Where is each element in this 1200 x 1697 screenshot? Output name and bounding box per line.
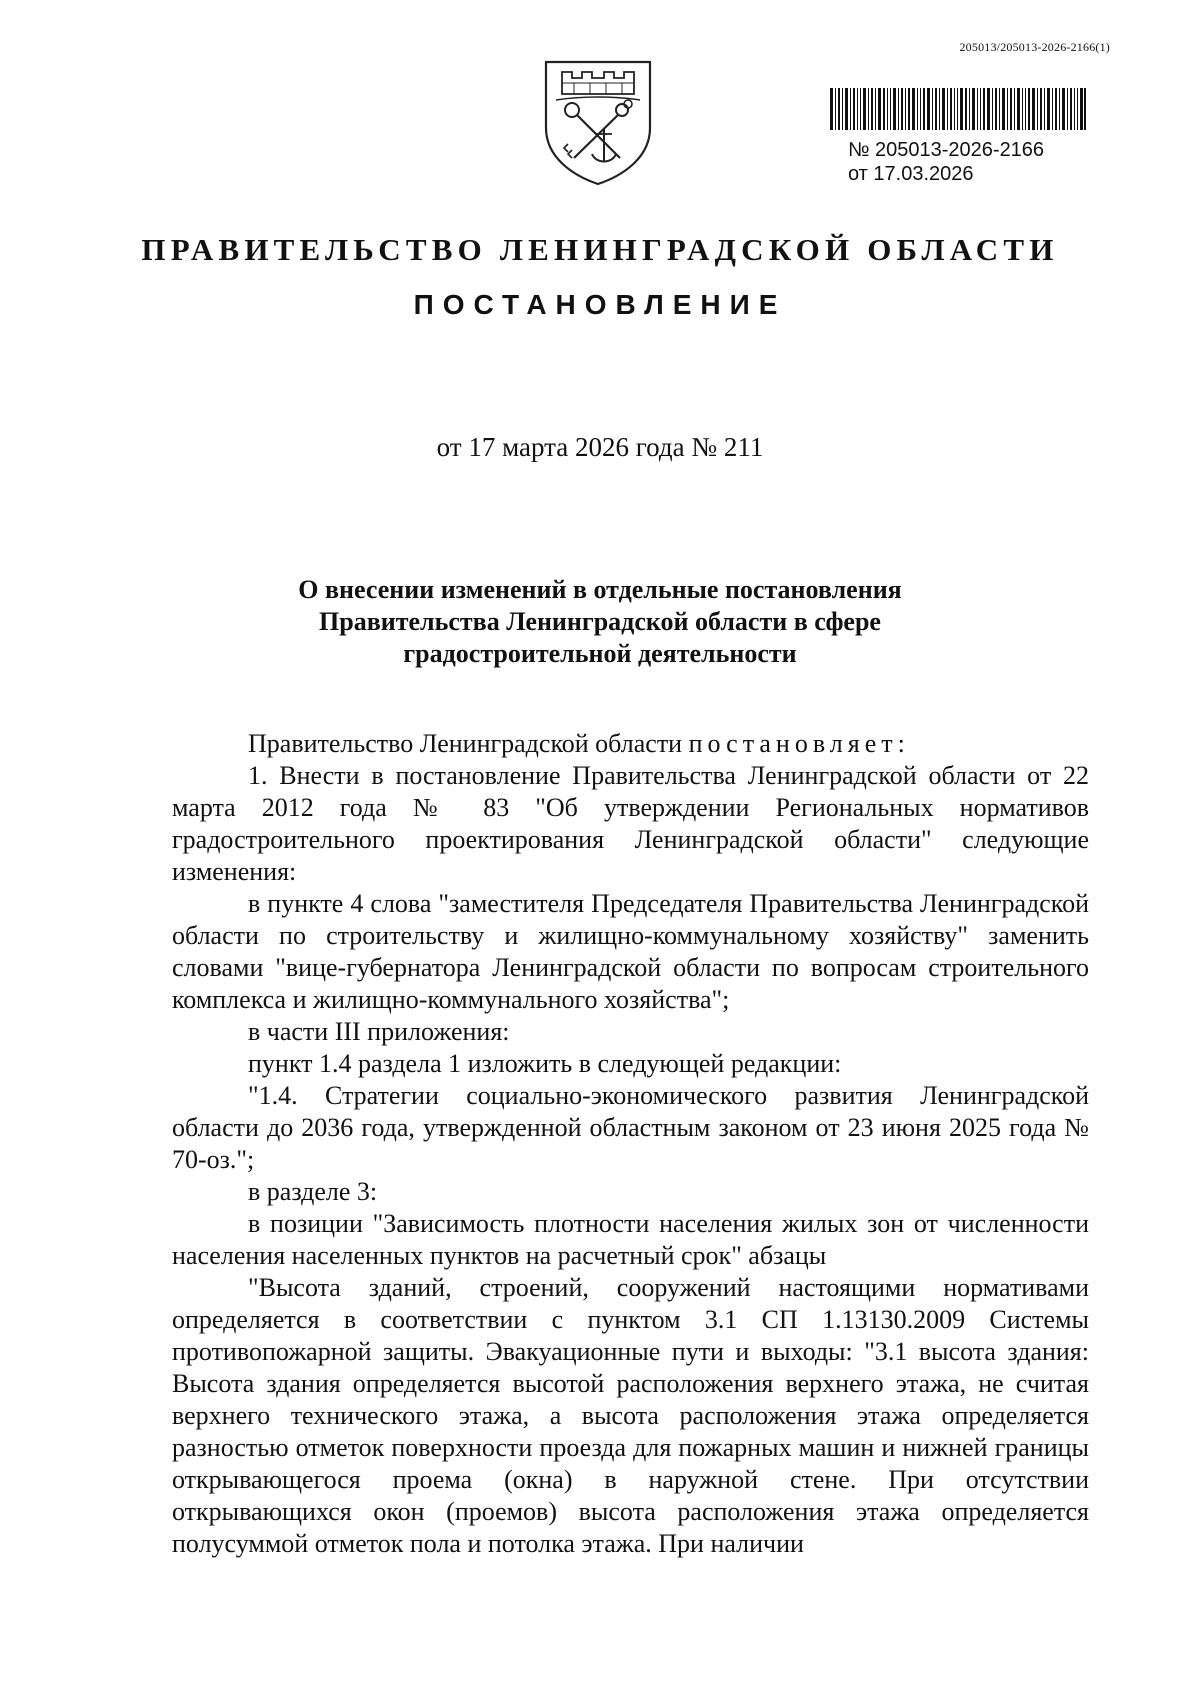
registration-stamp — [830, 88, 1090, 186]
intro-paragraph — [172, 728, 1089, 760]
body-paragraph-8: "Высота зданий, строений, сооружений настоящими нормативами определяется в соответствии с пунктом 3.1 СП 1.13130.2009 Системы противопожарной защиты. Эвакуационные пути и выходы: "3.1 высота здания: Высота здания определяется высотой расположения верхнего этажа, не считая верхнего технического этажа, а высота расположения этажа определяется разностью отметок поверхности проезда для пожарных машин и нижней границы открывающегося проема (окна) в наружной стене. При отсутствии открывающихся окон (проемов) высота расположения этажа определяется полусуммой отметок пола и потолка этажа. При наличии — [172, 1273, 1089, 1558]
body-paragraph-4: пункт 1.4 раздела 1 изложить в следующей редакции: — [248, 1049, 842, 1078]
registration-date: от 17.03.2026 — [848, 163, 974, 185]
body-paragraph-3: в части III приложения: — [248, 1017, 510, 1046]
document-type: ПОСТАНОВЛЕНИЕ — [413, 289, 787, 320]
subject-line: градостроительной деятельности — [403, 639, 797, 668]
intro-lead: Правительство Ленинградской области — [248, 729, 689, 758]
subject-line: О внесении изменений в отдельные постановления — [298, 575, 902, 604]
registration-number: № 205013-2026-2166 — [848, 139, 1045, 161]
document-reference-code: 205013/205013-2026-2166(1) — [959, 40, 1110, 54]
subject-line: Правительства Ленинградской области в сфере — [319, 607, 881, 636]
body-paragraph-2: в пункте 4 слова "заместителя Председателя Правительства Ленинградской области по строительству и жилищно-коммунальному хозяйству" заменить словами "вице-губернатора Ленинградской области по вопросам строительного комплекса и жилищно-коммунального хозяйства"; — [172, 889, 1089, 1014]
intro-decree-word: постановляет: — [688, 729, 910, 758]
document-subject — [0, 574, 1200, 670]
leningrad-oblast-coat-of-arms-icon — [542, 58, 654, 186]
body-paragraph-5: "1.4. Стратегии социально-экономического развития Ленинградской области до 2036 года, утвержденной областным законом от 23 июня 2025 года № 70-оз."; — [172, 1081, 1089, 1174]
body-paragraph-6: в разделе 3: — [248, 1177, 378, 1206]
document-date-number: от 17 марта 2026 года № 211 — [436, 432, 764, 462]
body-paragraph-7: в позиции "Зависимость плотности населения жилых зон от численности населения населенных пунктов на расчетный срок" абзацы — [172, 1209, 1089, 1270]
document-body — [172, 728, 1089, 1560]
barcode-icon — [830, 88, 1086, 130]
government-title: ПРАВИТЕЛЬСТВО ЛЕНИНГРАДСКОЙ ОБЛАСТИ — [141, 232, 1059, 267]
body-paragraph-1: 1. Внести в постановление Правительства Ленинградской области от 22 марта 2012 года № 83 "Об утверждении Региональных нормативов градостроительного проектирования Ленинградской области" следующие изменения: — [172, 761, 1089, 886]
